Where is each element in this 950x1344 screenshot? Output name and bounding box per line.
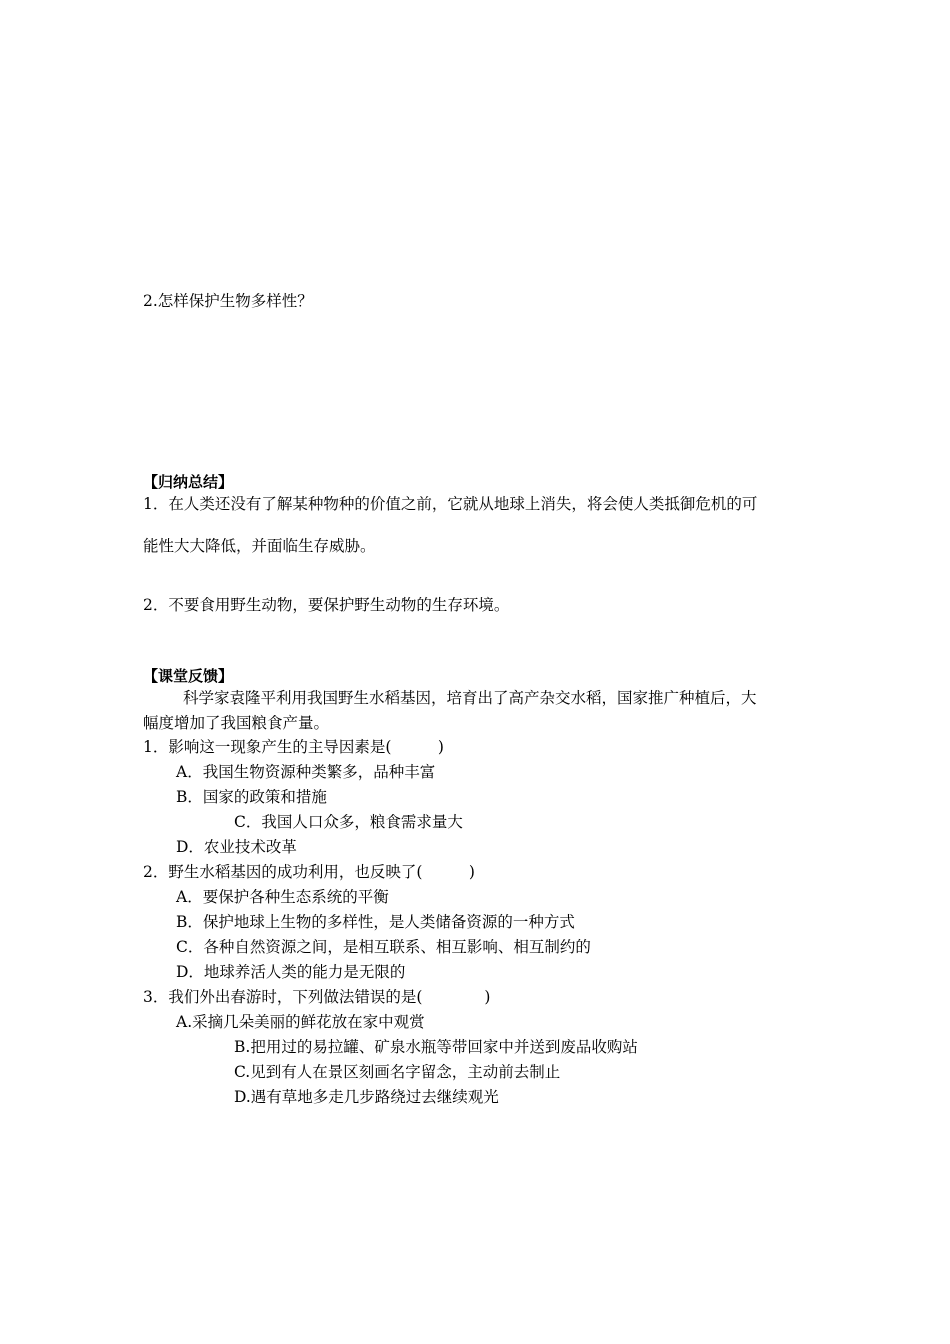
q1-option-a: A．我国生物资源种类繁多，品种丰富: [176, 763, 436, 781]
q2-option-c: C．各种自然资源之间，是相互联系、相互影响、相互制约的: [176, 938, 591, 956]
q3-option-b: B.把用过的易拉罐、矿泉水瓶等带回家中并送到废品收购站: [234, 1038, 638, 1056]
summary-item-1-line-2: 能性大大降低，并面临生存威胁。: [143, 537, 376, 555]
q2-option-b: B．保护地球上生物的多样性，是人类储备资源的一种方式: [176, 913, 575, 931]
q1-option-d: D．农业技术改革: [176, 838, 297, 856]
q3-option-d: D.遇有草地多走几步路绕过去继续观光: [234, 1088, 499, 1106]
question-2: 2.怎样保护生物多样性？: [143, 292, 313, 310]
q2-option-d: D．地球养活人类的能力是无限的: [176, 963, 406, 981]
summary-item-2: 2．不要食用野生动物，要保护野生动物的生存环境。: [143, 596, 510, 614]
q3-option-a: A.采摘几朵美丽的鲜花放在家中观赏: [176, 1013, 425, 1031]
q3-option-c: C.见到有人在景区刻画名字留念，主动前去制止: [234, 1063, 561, 1081]
feedback-heading: 【课堂反馈】: [143, 667, 234, 685]
feedback-intro-line-1: 科学家袁隆平利用我国野生水稻基因，培育出了高产杂交水稻，国家推广种植后，大: [183, 689, 757, 707]
q2-stem: 2．野生水稻基因的成功利用，也反映了( ): [143, 863, 475, 881]
summary-item-1-line-1: 1．在人类还没有了解某种物种的价值之前，它就从地球上消失，将会使人类抵御危机的可: [143, 495, 758, 513]
q3-stem: 3．我们外出春游时，下列做法错误的是( ): [143, 988, 491, 1006]
q1-option-c: C．我国人口众多，粮食需求量大: [234, 813, 463, 831]
feedback-intro-line-2: 幅度增加了我国粮食产量。: [143, 714, 330, 732]
summary-heading: 【归纳总结】: [143, 473, 234, 491]
q2-option-a: A．要保护各种生态系统的平衡: [176, 888, 389, 906]
q1-option-b: B．国家的政策和措施: [176, 788, 327, 806]
q1-stem: 1．影响这一现象产生的主导因素是( ): [143, 738, 444, 756]
